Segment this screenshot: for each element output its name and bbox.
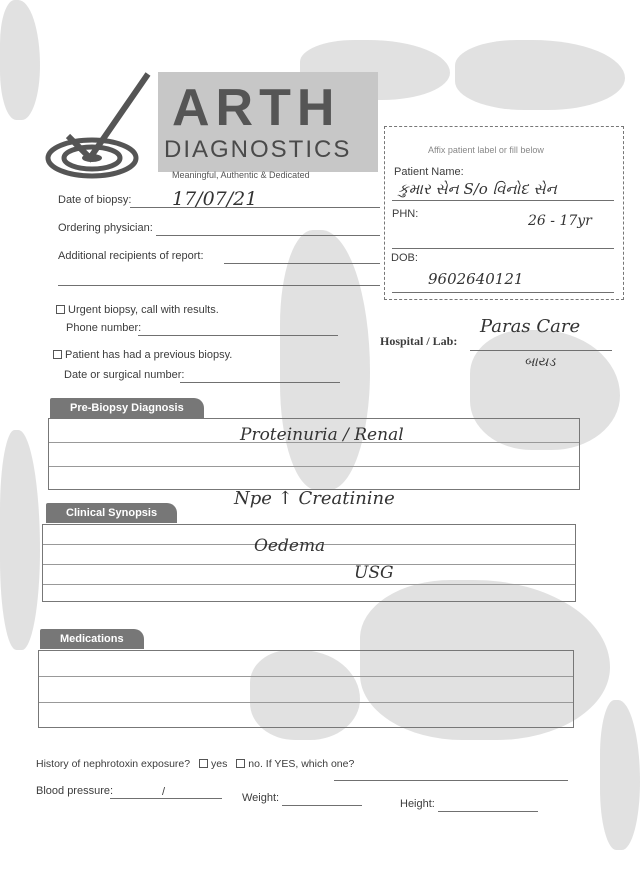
clinical-synopsis-line-2: Oedema <box>254 536 326 556</box>
dob-value: 9602640121 <box>428 270 524 288</box>
dob-line[interactable] <box>392 292 614 293</box>
hospital-lab-value: Paras Care <box>480 316 581 337</box>
patient-name-value: કુમાર સેન S/o વિનોદ સેન <box>398 180 557 198</box>
additional-recipients-line-2[interactable] <box>58 285 380 286</box>
pre-biopsy-note: Proteinuria / Renal <box>240 425 404 445</box>
blood-pressure-label: Blood pressure: <box>36 785 114 797</box>
clinical-synopsis-line-3: USG <box>354 563 394 583</box>
previous-biopsy-checkbox[interactable] <box>53 350 62 359</box>
urgent-checkbox[interactable] <box>56 305 65 314</box>
weight-label: Weight: <box>242 792 280 804</box>
patient-name-line[interactable] <box>392 200 614 201</box>
which-one-label: . If YES, which one? <box>259 758 355 770</box>
no-checkbox[interactable] <box>236 759 245 768</box>
scan-noise <box>455 40 625 110</box>
scan-noise <box>0 0 40 120</box>
ordering-physician-line[interactable] <box>156 235 380 236</box>
grid-row <box>39 703 573 727</box>
height-line[interactable] <box>438 811 538 812</box>
phn-value: 26 - 17yr <box>528 213 592 229</box>
logo-subtitle: DIAGNOSTICS <box>164 136 352 163</box>
weight-line[interactable] <box>282 805 362 806</box>
yes-label: yes <box>211 758 228 770</box>
phone-number-line[interactable] <box>138 335 338 336</box>
grid-row <box>43 565 575 585</box>
clinical-synopsis-line-1: Npe ↑ Creatinine <box>234 488 395 509</box>
scan-noise <box>0 430 40 650</box>
blood-pressure-line[interactable] <box>110 798 222 799</box>
grid-row <box>49 443 579 467</box>
grid-row <box>39 651 573 677</box>
previous-biopsy-label: Patient has had a previous biopsy. <box>65 349 233 361</box>
patient-name-label: Patient Name: <box>394 166 464 178</box>
logo-brand: ARTH <box>172 79 341 137</box>
phn-line[interactable] <box>392 248 614 249</box>
scan-noise <box>600 700 640 850</box>
hospital-lab-line[interactable] <box>470 350 612 351</box>
nephrotoxin-question <box>36 758 354 770</box>
grid-row <box>43 585 575 603</box>
phone-number-label: Phone number: <box>66 322 142 334</box>
yes-checkbox[interactable] <box>199 759 208 768</box>
additional-recipients-label: Additional recipients of report: <box>58 250 204 262</box>
nephrotoxin-label: History of nephrotoxin exposure? <box>36 758 191 770</box>
phn-label: PHN: <box>392 208 419 220</box>
grid-row <box>39 677 573 703</box>
date-of-biopsy-label: Date of biopsy: <box>58 194 132 206</box>
dob-label: DOB: <box>391 252 418 264</box>
height-label: Height: <box>400 798 435 810</box>
date-of-biopsy-value: 17/07/21 <box>172 188 258 210</box>
date-surgical-line[interactable] <box>180 382 340 383</box>
no-label: no <box>248 758 260 770</box>
additional-recipients-line[interactable] <box>224 263 380 264</box>
urgent-label: Urgent biopsy, call with results. <box>68 304 219 316</box>
arth-diagnostics-logo <box>40 70 380 185</box>
grid-row <box>49 467 579 489</box>
nephrotoxin-line[interactable] <box>334 780 568 781</box>
urgent-biopsy-option[interactable] <box>56 304 219 316</box>
date-surgical-label: Date or surgical number: <box>64 369 185 381</box>
medications-box[interactable] <box>38 650 574 728</box>
logo-tagline: Meaningful, Authentic & Dedicated <box>172 170 310 180</box>
medications-tab: Medications <box>40 629 144 649</box>
previous-biopsy-option[interactable] <box>53 349 232 361</box>
hospital-lab-label: Hospital / Lab: <box>380 334 458 348</box>
patient-label-header: Affix patient label or fill below <box>428 145 544 155</box>
blood-pressure-separator: / <box>162 786 166 798</box>
hospital-lab-value-2: બાયડ <box>524 355 556 370</box>
target-check-icon <box>40 70 160 180</box>
ordering-physician-label: Ordering physician: <box>58 222 153 234</box>
clinical-synopsis-tab: Clinical Synopsis <box>46 503 177 523</box>
pre-biopsy-diagnosis-tab: Pre-Biopsy Diagnosis <box>50 398 204 418</box>
